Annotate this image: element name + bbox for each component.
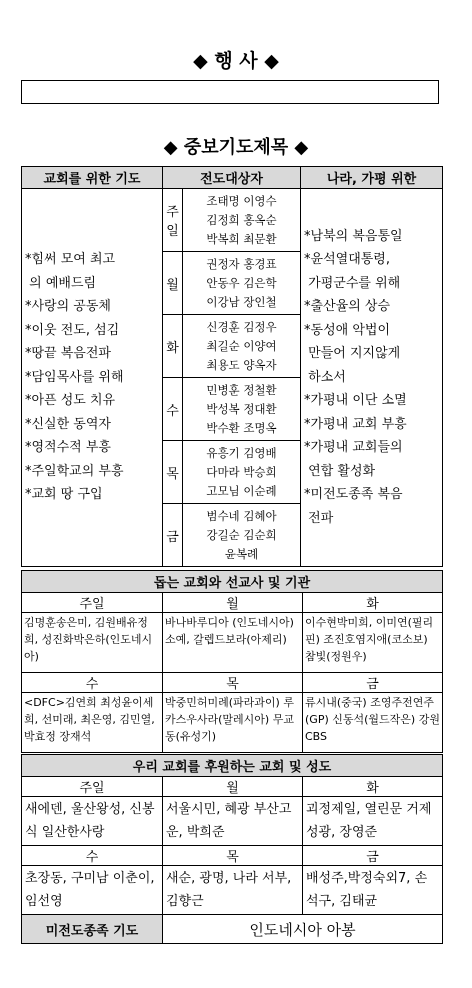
prayer-item: *출산율의 상승 — [304, 299, 390, 315]
missions-cell: 류시내(중국) 조영주전연주(GP) 신동석(월드작은) 강원CBS — [303, 693, 443, 753]
prayer-item: 의 예배드림 — [25, 275, 97, 291]
name-line: 박수환 조명옥 — [206, 420, 277, 435]
day-header: 수 — [22, 846, 163, 866]
missions-cell: 박중민허미례(파라과이) 루카스우사라(말레시아) 무교동(유성기) — [163, 693, 303, 753]
day-header: 목 — [163, 846, 303, 866]
name-line: 최길순 이양여 — [206, 338, 277, 353]
evangelism-names — [183, 189, 301, 252]
missions-cell: 바나바루디아 (인도네시아) 소예, 갈렙드보라(아제리) — [163, 613, 303, 673]
nation-prayer-list — [301, 189, 443, 567]
day-label: 주 일 — [166, 205, 179, 239]
evangelism-day — [163, 378, 183, 441]
day-header: 주일 — [22, 593, 163, 613]
day-header: 월 — [163, 777, 303, 797]
day-label: 월 — [166, 277, 179, 293]
evangelism-names — [183, 315, 301, 378]
prayer-item: 가평군수를 위해 — [304, 275, 401, 291]
name-line: 신경훈 김정우 — [206, 319, 277, 334]
name-line: 박성복 정대환 — [206, 401, 277, 416]
prayer-item: *영적수적 부흥 — [25, 440, 111, 456]
prayer-item: *이웃 전도, 섬김 — [25, 322, 120, 338]
prayer-item: *사랑의 공동체 — [25, 299, 111, 315]
prayer-table — [21, 166, 443, 567]
evangelism-names — [183, 378, 301, 441]
name-line: 범수네 김혜아 — [206, 508, 277, 523]
day-header: 목 — [163, 673, 303, 693]
prayer-item: *남북의 복음통일 — [304, 228, 403, 244]
missions-cell: 김명훈송은미, 김원배유정희, 성진화박은하(인도네시아) — [22, 613, 163, 673]
name-line: 김정희 홍옥순 — [206, 212, 277, 227]
supporters-cell: 초장동, 구미남 이춘이, 임선영 — [22, 866, 163, 915]
col-header-evangelism: 전도대상자 — [163, 167, 301, 189]
prayer-item: *주일학교의 부흥 — [25, 463, 124, 479]
supporters-cell: 새순, 광명, 나라 서부, 김향근 — [163, 866, 303, 915]
missions-cell: 이수현박미희, 이미연(필리핀) 조진호염지애(코소보) 참빛(정원우) — [303, 613, 443, 673]
col-header-church: 교회를 위한 기도 — [22, 167, 163, 189]
name-line: 민병훈 정철환 — [206, 382, 277, 397]
name-line: 이강남 장인철 — [206, 294, 277, 309]
evangelism-day — [163, 252, 183, 315]
day-label: 수 — [166, 403, 179, 419]
supporters-cell: 새에덴, 울산왕성, 신봉식 일산한사랑 — [22, 797, 163, 846]
prayer-title: ◆ 중보기도제목 ◆ — [163, 137, 309, 158]
unreached-label: 미전도종족 기도 — [22, 915, 163, 944]
prayer-item: *동성애 악법이 — [304, 322, 390, 338]
name-line: 고모님 이순례 — [206, 483, 277, 498]
day-header: 수 — [22, 673, 163, 693]
evangelism-day — [163, 504, 183, 567]
day-header: 금 — [303, 846, 443, 866]
day-header: 화 — [303, 777, 443, 797]
supporters-cell: 서울시민, 혜광 부산고운, 박희준 — [163, 797, 303, 846]
prayer-item: *가평내 교회들의 — [304, 440, 403, 456]
name-line: 권정자 홍경표 — [206, 256, 277, 271]
prayer-item: 하소서 — [304, 369, 346, 385]
day-header: 주일 — [22, 777, 163, 797]
church-prayer-list — [22, 189, 163, 567]
events-box — [21, 80, 439, 104]
prayer-item: 연합 활성화 — [304, 463, 376, 479]
prayer-item: 전파 — [304, 510, 334, 526]
prayer-item: *힘써 모여 최고 — [25, 252, 116, 268]
name-line: 박복희 최문환 — [206, 231, 277, 246]
prayer-item: *교회 땅 구입 — [25, 487, 103, 503]
name-line: 강길순 김순희 — [206, 527, 277, 542]
col-header-nation: 나라, 가평 위한 — [301, 167, 443, 189]
evangelism-names — [183, 504, 301, 567]
missions-cell: <DFC>김연희 최성윤이세희, 선미래, 최은영, 김민열, 박효정 장재석 — [22, 693, 163, 753]
supporters-table — [21, 754, 443, 944]
day-header: 금 — [303, 673, 443, 693]
missions-table — [21, 570, 443, 753]
prayer-item: *신실한 동역자 — [25, 416, 111, 432]
evangelism-names — [183, 252, 301, 315]
prayer-item: *가평내 이단 소멸 — [304, 393, 407, 409]
name-line: 안동우 김은학 — [206, 275, 277, 290]
evangelism-day — [163, 441, 183, 504]
evangelism-day — [163, 315, 183, 378]
prayer-item: *미전도종족 복음 — [304, 487, 403, 503]
unreached-value: 인도네시아 아봉 — [163, 915, 443, 944]
day-label: 화 — [166, 340, 179, 356]
name-line: 조태명 이영수 — [206, 193, 277, 208]
day-header: 화 — [303, 593, 443, 613]
day-label: 목 — [166, 466, 179, 482]
name-line: 다마라 박승희 — [206, 464, 277, 479]
prayer-item: *땅끝 복음전파 — [25, 346, 111, 362]
name-line: 유흥기 김영배 — [206, 445, 277, 460]
missions-title: 돕는 교회와 선교사 및 기관 — [22, 571, 443, 593]
events-title: ◆ 행 사 ◆ — [193, 50, 279, 72]
evangelism-names — [183, 441, 301, 504]
day-label: 금 — [166, 529, 179, 545]
prayer-item: *아픈 성도 치유 — [25, 393, 116, 409]
evangelism-day — [163, 189, 183, 252]
prayer-item: *담임목사를 위해 — [25, 369, 124, 385]
name-line: 윤복례 — [224, 546, 259, 561]
prayer-item: *가평내 교회 부흥 — [304, 416, 407, 432]
supporters-title: 우리 교회를 후원하는 교회 및 성도 — [22, 755, 443, 777]
supporters-cell: 괴정제일, 열린문 거제성광, 장영준 — [303, 797, 443, 846]
prayer-item: 만들어 지지않게 — [304, 346, 401, 362]
day-header: 월 — [163, 593, 303, 613]
name-line: 최용도 양옥자 — [206, 357, 277, 372]
prayer-item: *윤석열대통령, — [304, 252, 390, 268]
supporters-cell: 배성주,박정숙외7, 손석구, 김태균 — [303, 866, 443, 915]
